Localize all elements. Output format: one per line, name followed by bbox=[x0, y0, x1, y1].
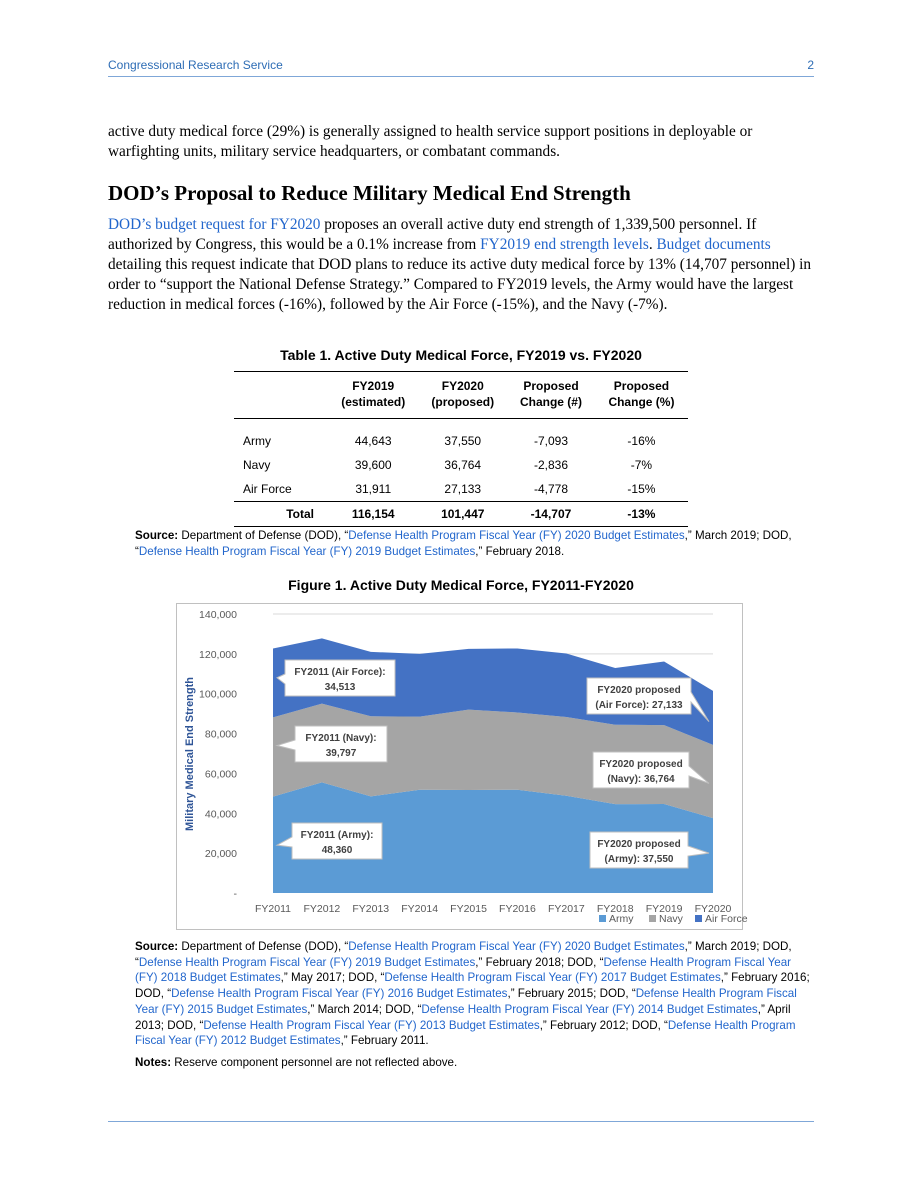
table-header-change-pct: Proposed Change (%) bbox=[608, 379, 675, 409]
x-tick-label: FY2016 bbox=[499, 903, 536, 915]
x-tick-label: FY2013 bbox=[352, 903, 390, 915]
para-text: detailing this request indicate that DOD plans to reduce its active duty medical force by 13% (14,707 personnel) in order to “support the National Defense Strategy.” Compared to FY2019 levels, the Army would have the largest reduction in medical forces (-16%), followed by the Air Force (-15%), and the Navy (-7%). bbox=[108, 256, 812, 313]
link-dhp-fy2015[interactable]: Defense Health Program Fiscal Year (FY) 2015 Budget Estimates bbox=[135, 987, 797, 1016]
table-row bbox=[234, 477, 688, 502]
y-axis-label: Military Medical End Strength bbox=[184, 676, 196, 832]
section-heading: DOD’s Proposal to Reduce Military Medical End Strength bbox=[108, 181, 631, 205]
link-dhp-fy2014[interactable]: Defense Health Program Fiscal Year (FY) 2014 Budget Estimates bbox=[421, 1002, 758, 1016]
cell: -7,093 bbox=[533, 434, 568, 448]
link-dhp-fy2020[interactable]: Defense Health Program Fiscal Year (FY) 2020 Budget Estimates bbox=[348, 940, 685, 953]
x-tick-label: FY2020 bbox=[694, 903, 732, 915]
medical-force-table bbox=[234, 371, 688, 527]
legend-label: Army bbox=[609, 913, 634, 925]
row-label: Navy bbox=[243, 458, 271, 472]
cell: 37,550 bbox=[444, 434, 482, 448]
table-header-row bbox=[234, 372, 688, 419]
cell: -14,707 bbox=[530, 507, 572, 521]
cell: -4,778 bbox=[533, 482, 568, 496]
notes: Notes: Reserve component personnel are not reflected above. bbox=[135, 1056, 458, 1069]
annotation-text: (Army): 37,550 bbox=[604, 854, 674, 865]
table-row bbox=[234, 453, 688, 477]
cell: 36,764 bbox=[444, 458, 482, 472]
annotation-text: FY2020 proposed bbox=[599, 759, 683, 770]
intro-paragraph: active duty medical force (29%) is generally assigned to health service support positions in deployable or warfighting units, military service headquarters, or combatant commands. bbox=[108, 123, 753, 160]
link-dhp-fy2019[interactable]: Defense Health Program Fiscal Year (FY) 2019 Budget Estimates bbox=[138, 955, 476, 969]
y-tick-label: 80,000 bbox=[204, 728, 237, 741]
cell: 27,133 bbox=[444, 482, 482, 496]
table-caption: Table 1. Active Duty Medical Force, FY2019 vs. FY2020 bbox=[280, 347, 642, 363]
y-tick-label: 120,000 bbox=[199, 648, 237, 661]
annotation-text: 48,360 bbox=[321, 845, 353, 856]
annotation-text: (Navy): 36,764 bbox=[607, 774, 675, 785]
table-source: Source: Department of Defense (DOD), “Defense Health Program Fiscal Year (FY) 2020 Budget Estimates,” March 2019; DOD, “Defense Health Program Fiscal Year (FY) 2019 Budget Estimates,” February 2018. bbox=[135, 529, 792, 558]
header-rule bbox=[108, 76, 814, 77]
cell: 101,447 bbox=[441, 507, 485, 521]
y-tick-label: 140,000 bbox=[199, 609, 237, 621]
link-dhp-fy2018[interactable]: Defense Health Program Fiscal Year (FY) 2018 Budget Estimates bbox=[135, 955, 792, 985]
cell: 116,154 bbox=[351, 507, 395, 521]
figure-caption: Figure 1. Active Duty Medical Force, FY2011-FY2020 bbox=[288, 577, 634, 593]
cell: -2,836 bbox=[533, 458, 568, 472]
cell: 39,600 bbox=[354, 458, 392, 472]
link-dhp-fy2020[interactable]: Defense Health Program Fiscal Year (FY) 2020 Budget Estimates bbox=[348, 529, 685, 542]
row-label: Air Force bbox=[243, 482, 292, 496]
legend-swatch bbox=[649, 915, 656, 922]
annotation-text: 34,513 bbox=[324, 682, 356, 693]
section-paragraph bbox=[108, 215, 814, 315]
cell: 44,643 bbox=[354, 434, 392, 448]
x-tick-label: FY2017 bbox=[547, 903, 585, 915]
table-row bbox=[234, 419, 688, 454]
annotation-text: FY2011 (Army): bbox=[300, 830, 374, 841]
legend-swatch bbox=[695, 915, 702, 922]
legend-label: Navy bbox=[659, 913, 683, 925]
header-org: Congressional Research Service bbox=[108, 58, 283, 72]
x-tick-label: FY2019 bbox=[645, 903, 683, 915]
link-dhp-fy2017[interactable]: Defense Health Program Fiscal Year (FY) 2017 Budget Estimates bbox=[384, 971, 721, 985]
annotation-text: FY2020 proposed bbox=[597, 685, 681, 696]
table-total-row bbox=[234, 502, 688, 527]
y-tick-label: 60,000 bbox=[204, 768, 237, 781]
y-tick-label: 100,000 bbox=[199, 688, 237, 701]
x-tick-label: FY2018 bbox=[596, 903, 634, 915]
cell: -13% bbox=[627, 507, 656, 521]
chart-frame bbox=[176, 603, 748, 930]
y-tick-label: - bbox=[233, 888, 237, 900]
y-tick-label: 20,000 bbox=[204, 848, 237, 861]
x-tick-label: FY2011 bbox=[255, 903, 291, 915]
annotation-text: FY2011 (Navy): bbox=[305, 733, 377, 744]
legend-label: Air Force bbox=[705, 913, 748, 925]
annotation-text: 39,797 bbox=[325, 748, 357, 759]
x-tick-label: FY2014 bbox=[401, 903, 439, 915]
y-tick-label: 40,000 bbox=[204, 808, 237, 821]
para-text: . bbox=[648, 236, 657, 253]
area-chart bbox=[177, 604, 748, 929]
annotation-text: FY2020 proposed bbox=[597, 839, 681, 850]
link-budget-request[interactable]: DOD’s budget request for FY2020 bbox=[108, 216, 321, 233]
x-tick-label: FY2015 bbox=[450, 903, 487, 915]
table-header-fy2019: FY2019 (estimated) bbox=[341, 379, 406, 409]
link-dhp-fy2012[interactable]: Defense Health Program Fiscal Year (FY) 2012 Budget Estimates bbox=[135, 1018, 796, 1048]
page-header bbox=[108, 58, 814, 75]
annotation-text: (Air Force): 27,133 bbox=[595, 700, 683, 711]
page-number: 2 bbox=[807, 58, 814, 72]
cell: -15% bbox=[627, 482, 656, 496]
cell: 31,911 bbox=[355, 482, 392, 496]
legend-swatch bbox=[599, 915, 606, 922]
table-header-change-num: Proposed Change (#) bbox=[519, 379, 582, 409]
total-label: Total bbox=[286, 507, 314, 521]
para-text: proposes an overall active duty end strength of 1,339,500 personnel. If authorized by Congress, this would be a 0.1% increase from bbox=[108, 216, 757, 253]
link-dhp-fy2019[interactable]: Defense Health Program Fiscal Year (FY) 2019 Budget Estimates bbox=[138, 544, 476, 558]
link-end-strength-levels[interactable]: FY2019 end strength levels bbox=[480, 236, 649, 253]
figure-source: Source: Department of Defense (DOD), “Defense Health Program Fiscal Year (FY) 2020 Budget Estimates,” March 2019; DOD, “Defense Health Program Fiscal Year (FY) 2019 Budget Estimates,” February 2018; DOD, “Defense Health Program Fiscal Year (FY) 2018 Budget Estimates,” May 2017; DOD, “Defense Health Program Fiscal Year (FY) 2017 Budget Estimates,” February 2016; DOD, “Defense Health Program Fiscal Year (FY) 2016 Budget Estimates,” February 2015; DOD, “Defense Health Program Fiscal Year (FY) 2015 Budget Estimates,” March 2014; DOD, “Defense Health Program Fiscal Year (FY) 2014 Budget Estimates,” April 2013; DOD, “Defense Health Program Fiscal Year (FY) 2013 Budget Estimates,” February 2012; DOD, “Defense Health Program Fiscal Year (FY) 2012 Budget Estimates,” February 2011. bbox=[135, 940, 810, 1048]
table-header-blank bbox=[234, 372, 328, 419]
cell: -7% bbox=[630, 458, 653, 472]
link-dhp-fy2013[interactable]: Defense Health Program Fiscal Year (FY) 2013 Budget Estimates bbox=[203, 1018, 540, 1032]
link-budget-documents[interactable]: Budget documents bbox=[656, 236, 771, 253]
table-header-fy2020: FY2020 (proposed) bbox=[431, 379, 495, 409]
annotation-text: FY2011 (Air Force): bbox=[294, 667, 386, 678]
row-label: Army bbox=[243, 434, 271, 448]
x-tick-label: FY2012 bbox=[303, 903, 341, 915]
footer-rule bbox=[108, 1121, 814, 1122]
cell: -16% bbox=[627, 434, 656, 448]
link-dhp-fy2016[interactable]: Defense Health Program Fiscal Year (FY) 2016 Budget Estimates bbox=[171, 987, 508, 1001]
